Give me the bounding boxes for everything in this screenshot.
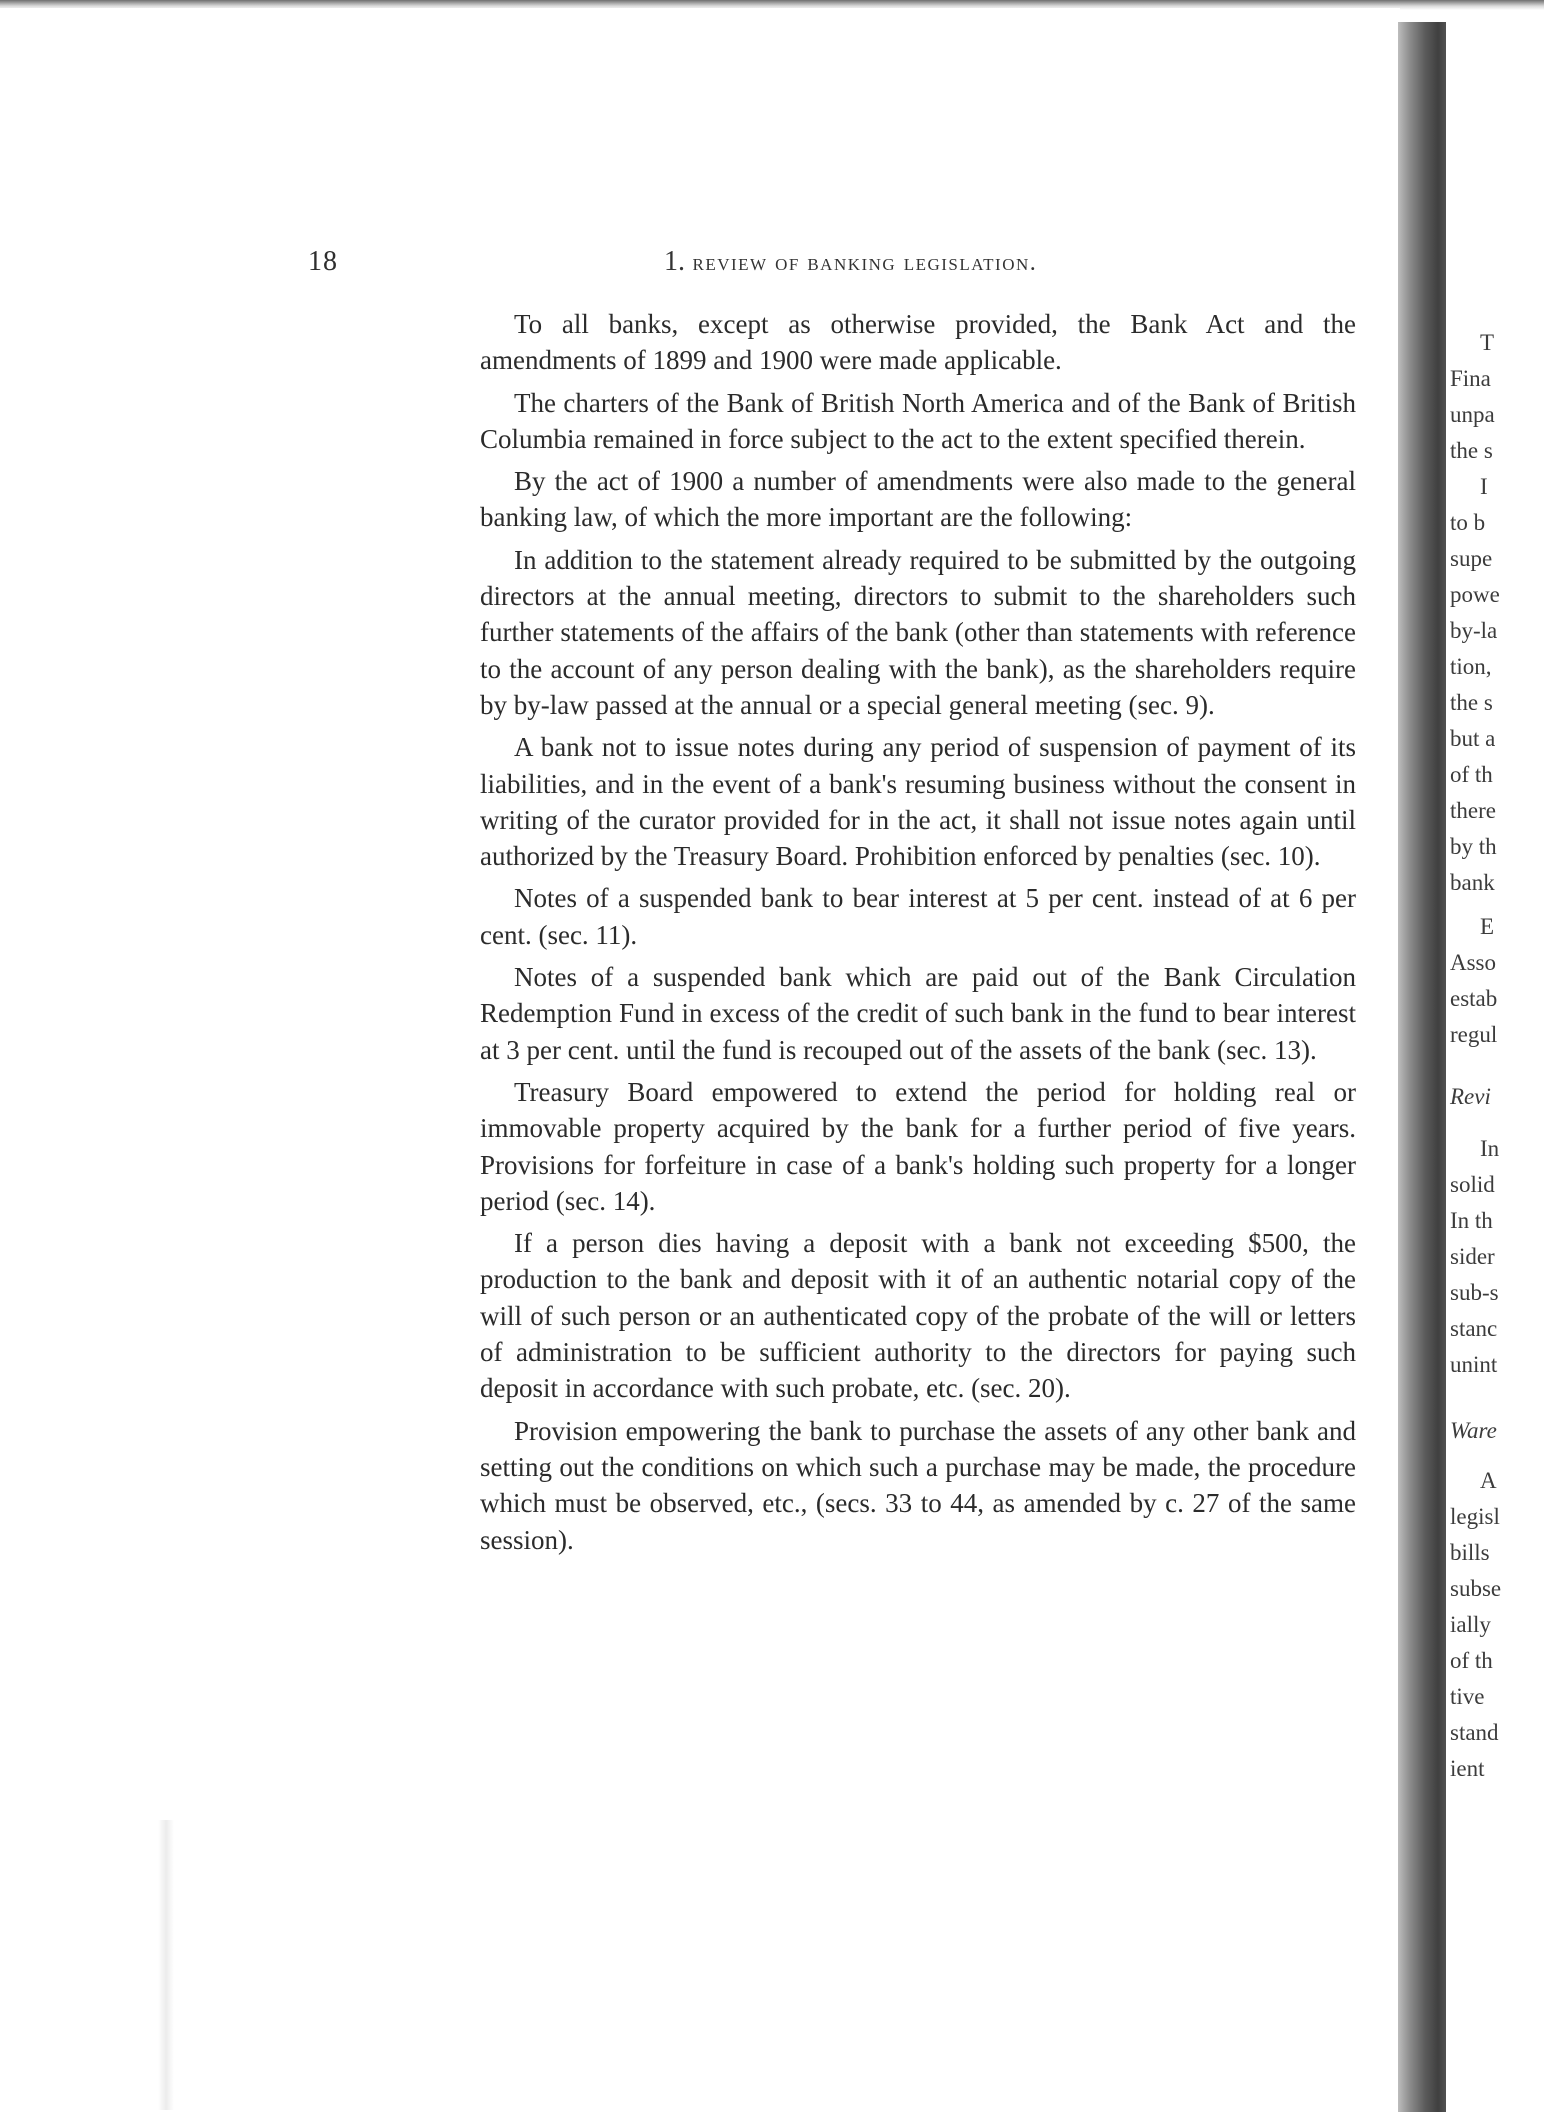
facing-line: Asso (1450, 950, 1497, 975)
facing-line: I (1480, 474, 1488, 499)
facing-line: T (1480, 330, 1495, 355)
facing-page (1446, 22, 1544, 2112)
running-header (0, 246, 1400, 280)
section-title: review of banking legislation. (692, 250, 1038, 276)
facing-line: regul (1450, 1022, 1498, 1047)
facing-line: by th (1450, 834, 1497, 859)
running-title (664, 246, 1037, 278)
facing-line: estab (1450, 986, 1498, 1011)
facing-line: In th (1450, 1208, 1493, 1233)
facing-line: In (1480, 1136, 1500, 1161)
paragraph: A bank not to issue notes during any period of suspension of payment of its liabilities, and in the event of a bank's resuming business without the consent in writing of the curator provided for in the act, it shall not issue notes again until authorized by the Treasury Board. Prohibition enforced by penalties (sec. 10). (480, 732, 1356, 872)
facing-line: but a (1450, 726, 1496, 751)
facing-line: unpa (1450, 402, 1495, 427)
facing-line: ient (1450, 1756, 1485, 1781)
facing-line: tive (1450, 1684, 1485, 1709)
facing-line: supe (1450, 546, 1493, 571)
facing-line: unint (1450, 1352, 1498, 1377)
facing-line: bills (1450, 1540, 1490, 1565)
facing-line: sub-s (1450, 1280, 1499, 1305)
section-number: 1. (664, 246, 685, 277)
facing-line: tion, (1450, 654, 1492, 679)
facing-line: ially (1450, 1612, 1491, 1637)
paragraph: Notes of a suspended bank to bear interest at 5 per cent. instead of at 6 per cent. (sec. 11). (480, 883, 1356, 950)
facing-line: E (1480, 914, 1495, 939)
paragraph: If a person dies having a deposit with a bank not exceeding $500, the production to the bank and deposit with it of an authentic notarial copy of the will of such person or an authenticated copy of the probate of the will or letters of administration to be sufficient authority to the directors for paying such deposit in accordance with such probate, etc. (sec. 20). (480, 1228, 1356, 1404)
facing-line: by-la (1450, 618, 1498, 643)
facing-line: of th (1450, 1648, 1493, 1673)
paragraph: Notes of a suspended bank which are paid out of the Bank Circulation Redemption Fund in excess of the credit of such bank in the fund to bear interest at 3 per cent. until the fund is recouped out of the assets of the bank (sec. 13). (480, 962, 1356, 1065)
book-gutter (1398, 22, 1448, 2112)
facing-line: the s (1450, 438, 1493, 463)
facing-line: legisl (1450, 1504, 1500, 1529)
facing-line: stand (1450, 1720, 1499, 1745)
facing-line: subse (1450, 1576, 1502, 1601)
facing-line: solid (1450, 1172, 1495, 1197)
paragraph: The charters of the Bank of British North America and of the Bank of British Columbia remained in force subject to the act to the extent specified therein. (480, 387, 1356, 454)
paragraph: In addition to the statement already required to be submitted by the outgoing directors at the annual meeting, directors to submit to the shareholders such further statements of the affairs of the bank (other than statements with reference to the account of any person dealing with the bank), as the shareholders require by by-law passed at the annual or a special general meeting (sec. 9). (480, 544, 1356, 720)
paragraph: Provision empowering the bank to purchase the assets of any other bank and setting out the conditions on which such a purchase may be made, the procedure which must be observed, etc., (secs. 33 to 44, as amended by c. 27 of the same session). (480, 1415, 1356, 1555)
facing-line: bank (1450, 870, 1495, 895)
paragraph: Treasury Board empowered to extend the period for holding real or immovable property acquired by the bank for a further period of five years. Provisions for forfeiture in case of a bank's holding such property for a longer period (sec. 14). (480, 1076, 1356, 1216)
facing-line: Ware (1450, 1418, 1497, 1443)
facing-line: sider (1450, 1244, 1495, 1269)
facing-line: Fina (1450, 366, 1491, 391)
scan-artifact (158, 1820, 174, 2110)
paragraph: To all banks, except as otherwise provided, the Bank Act and the amendments of 1899 and 1900 were made applicable. (480, 309, 1356, 376)
facing-line: the s (1450, 690, 1493, 715)
page-number: 18 (308, 246, 338, 277)
body-text (480, 306, 1356, 1558)
paragraph: By the act of 1900 a number of amendments were also made to the general banking law, of which the more important are the following: (480, 466, 1356, 533)
facing-line: A (1480, 1468, 1497, 1493)
facing-line: to b (1450, 510, 1486, 535)
facing-line: Revi (1450, 1084, 1491, 1109)
facing-line: stanc (1450, 1316, 1498, 1341)
facing-line: there (1450, 798, 1496, 823)
facing-line: powe (1450, 582, 1500, 607)
facing-line: of th (1450, 762, 1493, 787)
